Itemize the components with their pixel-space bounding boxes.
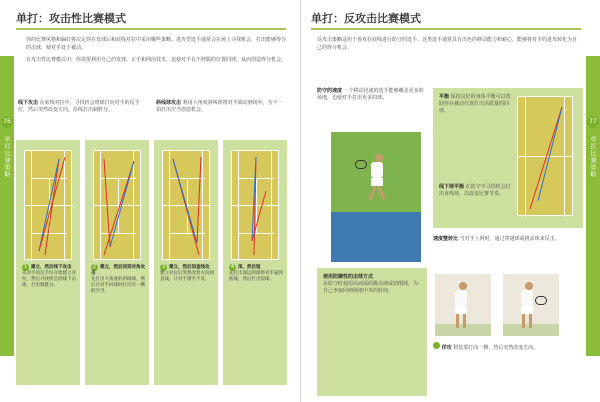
block-text: 一个移动迅速的选手能够覆盖更多的场地，迫使对手打出更多的球。	[317, 88, 424, 101]
intro-text	[26, 36, 288, 68]
diagram-panel	[16, 140, 80, 385]
step-title: 建立，然后线下攻击	[31, 265, 72, 270]
page-number: 77	[587, 116, 599, 128]
shot-path	[25, 151, 73, 261]
block-title: 平衡	[439, 94, 450, 100]
court-diagram	[517, 96, 573, 216]
step-number: 2	[92, 264, 97, 270]
block-title: 线下球平衡	[439, 184, 465, 190]
tactic-title: 斜线球攻击	[156, 100, 182, 106]
player-photo	[435, 274, 491, 336]
diagram-panel	[223, 140, 287, 385]
block-title: 防守的速度	[317, 88, 343, 94]
player-photo	[331, 132, 421, 262]
shot-path	[163, 151, 211, 261]
step-title: 建立，然后回到对角攻击	[91, 265, 145, 276]
text-block	[317, 88, 427, 102]
step-number: 1	[23, 264, 28, 270]
step-title: 深，然后短	[238, 265, 261, 270]
panel-caption	[22, 264, 76, 289]
block-text: 在防守中寻找机会打出直线球，以改变比赛节奏。	[439, 184, 511, 197]
text-block	[439, 94, 511, 115]
title-rule	[16, 28, 286, 30]
tactic-column	[18, 100, 148, 114]
side-tab	[586, 56, 600, 356]
block-title: 佯攻	[441, 345, 452, 351]
tactic-title: 线下攻击	[18, 100, 39, 106]
tactic-column	[156, 100, 286, 114]
page-title: 单打：攻击性比赛模式	[16, 12, 126, 25]
court-diagram	[162, 150, 210, 260]
step-text: 先打出深远的球将对手逼到底线，然后打出短球。	[229, 271, 283, 282]
tip-box	[433, 236, 583, 396]
shot-path	[518, 97, 574, 217]
block-text: 当对手上网时，通过穿越球或挑高球来反击。	[459, 236, 560, 242]
text-block	[433, 236, 583, 243]
block-text: 保持良好的身体平衡可以帮助你在被动位置打出高质量的回球。	[439, 94, 511, 114]
panel-caption	[91, 264, 145, 295]
text-block	[323, 274, 421, 295]
intro-paragraph: 反攻击策略适用于喜欢在底线进行防守的选手。这类选手通常具有出色的移动能力和耐心，能够将对手的进攻转化为自己的得分机会。	[317, 37, 578, 51]
tip-box	[433, 88, 583, 228]
court-diagram	[24, 150, 72, 260]
block-text: 在防守时使用高而深的挑高球或切削球，为自己争取回到场地中央的时间。	[323, 281, 419, 294]
intro-paragraph: 你的比赛风格和偏好将决定你在发球后和底线对拉中采用哪些策略。进攻型选手通常会在场上寻找机会，打出能够得分的击球，使对手处于被动。	[26, 37, 287, 51]
block-text: 假装要打向一侧，然后突然改变方向。	[453, 345, 539, 351]
step-number: 4	[230, 264, 235, 270]
diagram-panel	[154, 140, 218, 385]
tip-box	[317, 268, 427, 396]
text-block	[433, 342, 583, 352]
side-label: 单打比赛策略	[589, 136, 596, 178]
diagram-panel	[85, 140, 149, 385]
block-title: 速度整转比	[433, 236, 459, 242]
diagram-strip	[16, 140, 288, 390]
intro-paragraph: 在攻击性比赛模式中，你需要利用自己的发球、正手和网前技术，迫使对手在不舒服的位置回球，从而创造得分机会。	[26, 57, 287, 63]
text-block	[439, 184, 511, 198]
step-text: 先打出大角度的斜线球，然后在对手回球时打向另一侧的空当。	[91, 277, 145, 294]
page-number: 76	[1, 116, 13, 128]
block-title: 使用防御性的击球方式	[323, 274, 374, 280]
side-label: 单打比赛策略	[3, 136, 10, 178]
side-tab	[0, 56, 14, 356]
shot-path	[94, 151, 142, 261]
right-page	[300, 0, 600, 402]
shot-path	[232, 151, 280, 261]
step-title: 建立，然后回直线攻	[169, 265, 210, 270]
step-text: 建立对拉后突然改变方向回直线，让对手措手不及。	[160, 271, 214, 282]
step-number: 3	[161, 264, 166, 270]
tactic-text: 在底线对拉中，寻找机会将球打向对手的反手位，然后突然改变方向，沿线打出制胜分。	[18, 100, 140, 113]
panel-caption	[229, 264, 283, 283]
step-text: 从对手的反手位开始建立对拉，然后寻找机会沿线下击球，打出制胜分。	[22, 271, 76, 288]
title-rule	[311, 28, 581, 30]
player-photo	[503, 274, 559, 336]
court-diagram	[93, 150, 141, 260]
page-title: 单打：反攻击比赛模式	[311, 12, 421, 25]
tactic-text: 利用大角度斜线球将对手调动到场外，为下一拍打出空当创造机会。	[156, 100, 283, 113]
panel-caption	[160, 264, 214, 283]
tactics-text	[18, 100, 288, 119]
intro-text	[317, 36, 579, 56]
court-diagram	[231, 150, 279, 260]
